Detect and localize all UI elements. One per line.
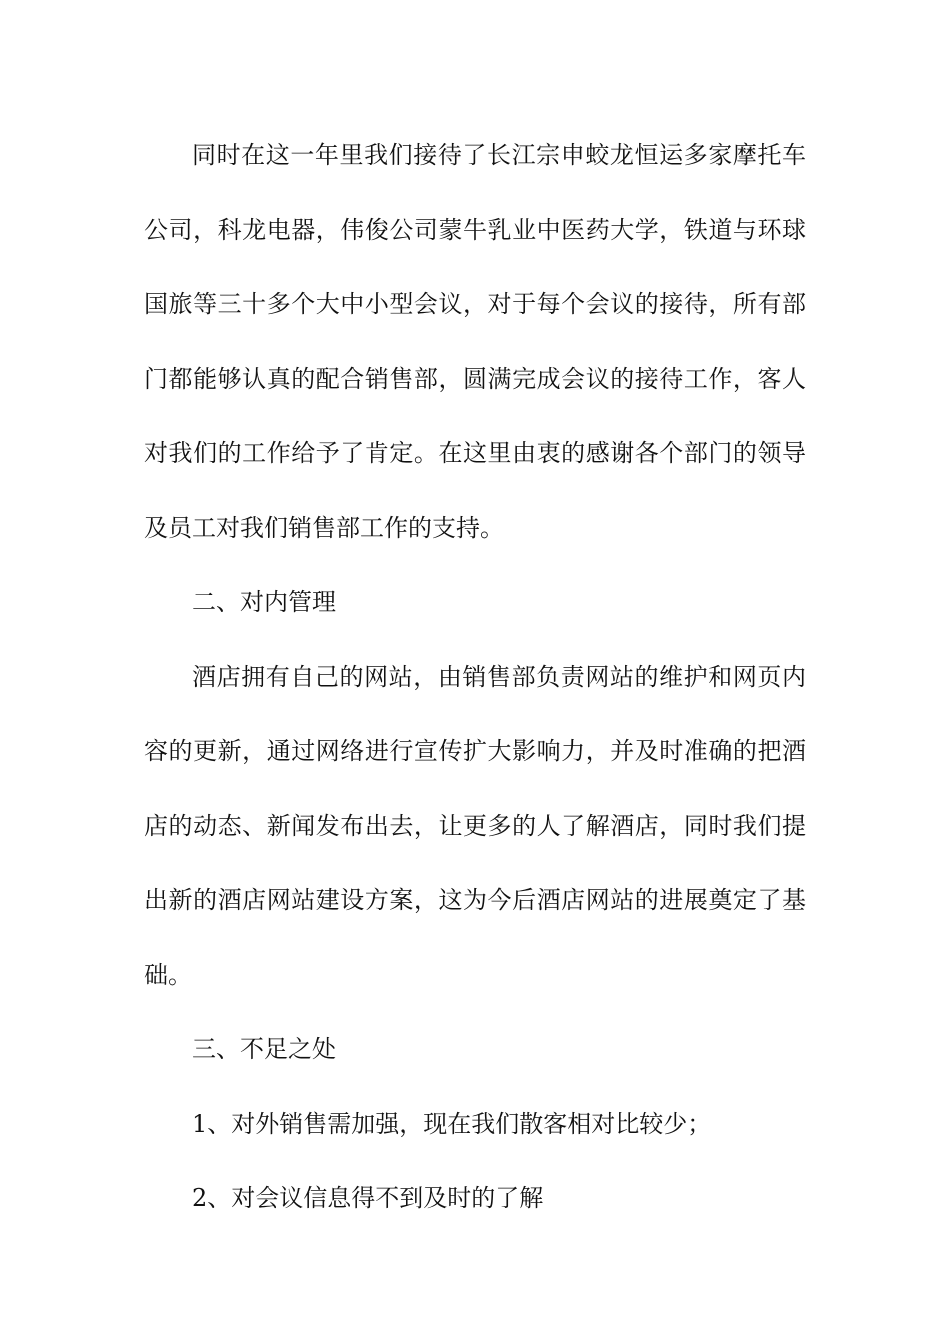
text-line: 容的更新，通过网络进行宣传扩大影响力，并及时准确的把酒 — [144, 737, 806, 765]
list-item-meeting-info: 2、对会议信息得不到及时的了解 — [192, 1184, 544, 1212]
section-title-shortcomings: 三、不足之处 — [192, 1035, 336, 1063]
text-line: 同时在这一年里我们接待了长江宗申蛟龙恒运多家摩托车 — [192, 141, 806, 169]
text-line: 对我们的工作给予了肯定。在这里由衷的感谢各个部门的领导 — [144, 439, 806, 467]
text-line: 酒店拥有自己的网站，由销售部负责网站的维护和网页内 — [192, 662, 806, 691]
text-line: 及员工对我们销售部工作的支持。 — [144, 513, 504, 542]
text-line: 础。 — [144, 960, 192, 989]
section-title-internal-management: 二、对内管理 — [192, 588, 336, 616]
document-body — [144, 118, 806, 1236]
text-line: 出新的酒店网站建设方案，这为今后酒店网站的进展奠定了基 — [144, 886, 806, 914]
text-line: 门都能够认真的配合销售部，圆满完成会议的接待工作，客人 — [144, 364, 806, 393]
text-line: 国旅等三十多个大中小型会议，对于每个会议的接待，所有部 — [144, 290, 806, 318]
text-line: 公司，科龙电器，伟俊公司蒙牛乳业中医药大学，铁道与环球 — [144, 215, 806, 244]
list-item-sales: 1、对外销售需加强，现在我们散客相对比较少； — [192, 1109, 712, 1138]
paragraph-meetings — [144, 118, 806, 565]
paragraph-website — [144, 640, 806, 1013]
text-line: 店的动态、新闻发布出去，让更多的人了解酒店，同时我们提 — [144, 811, 806, 840]
